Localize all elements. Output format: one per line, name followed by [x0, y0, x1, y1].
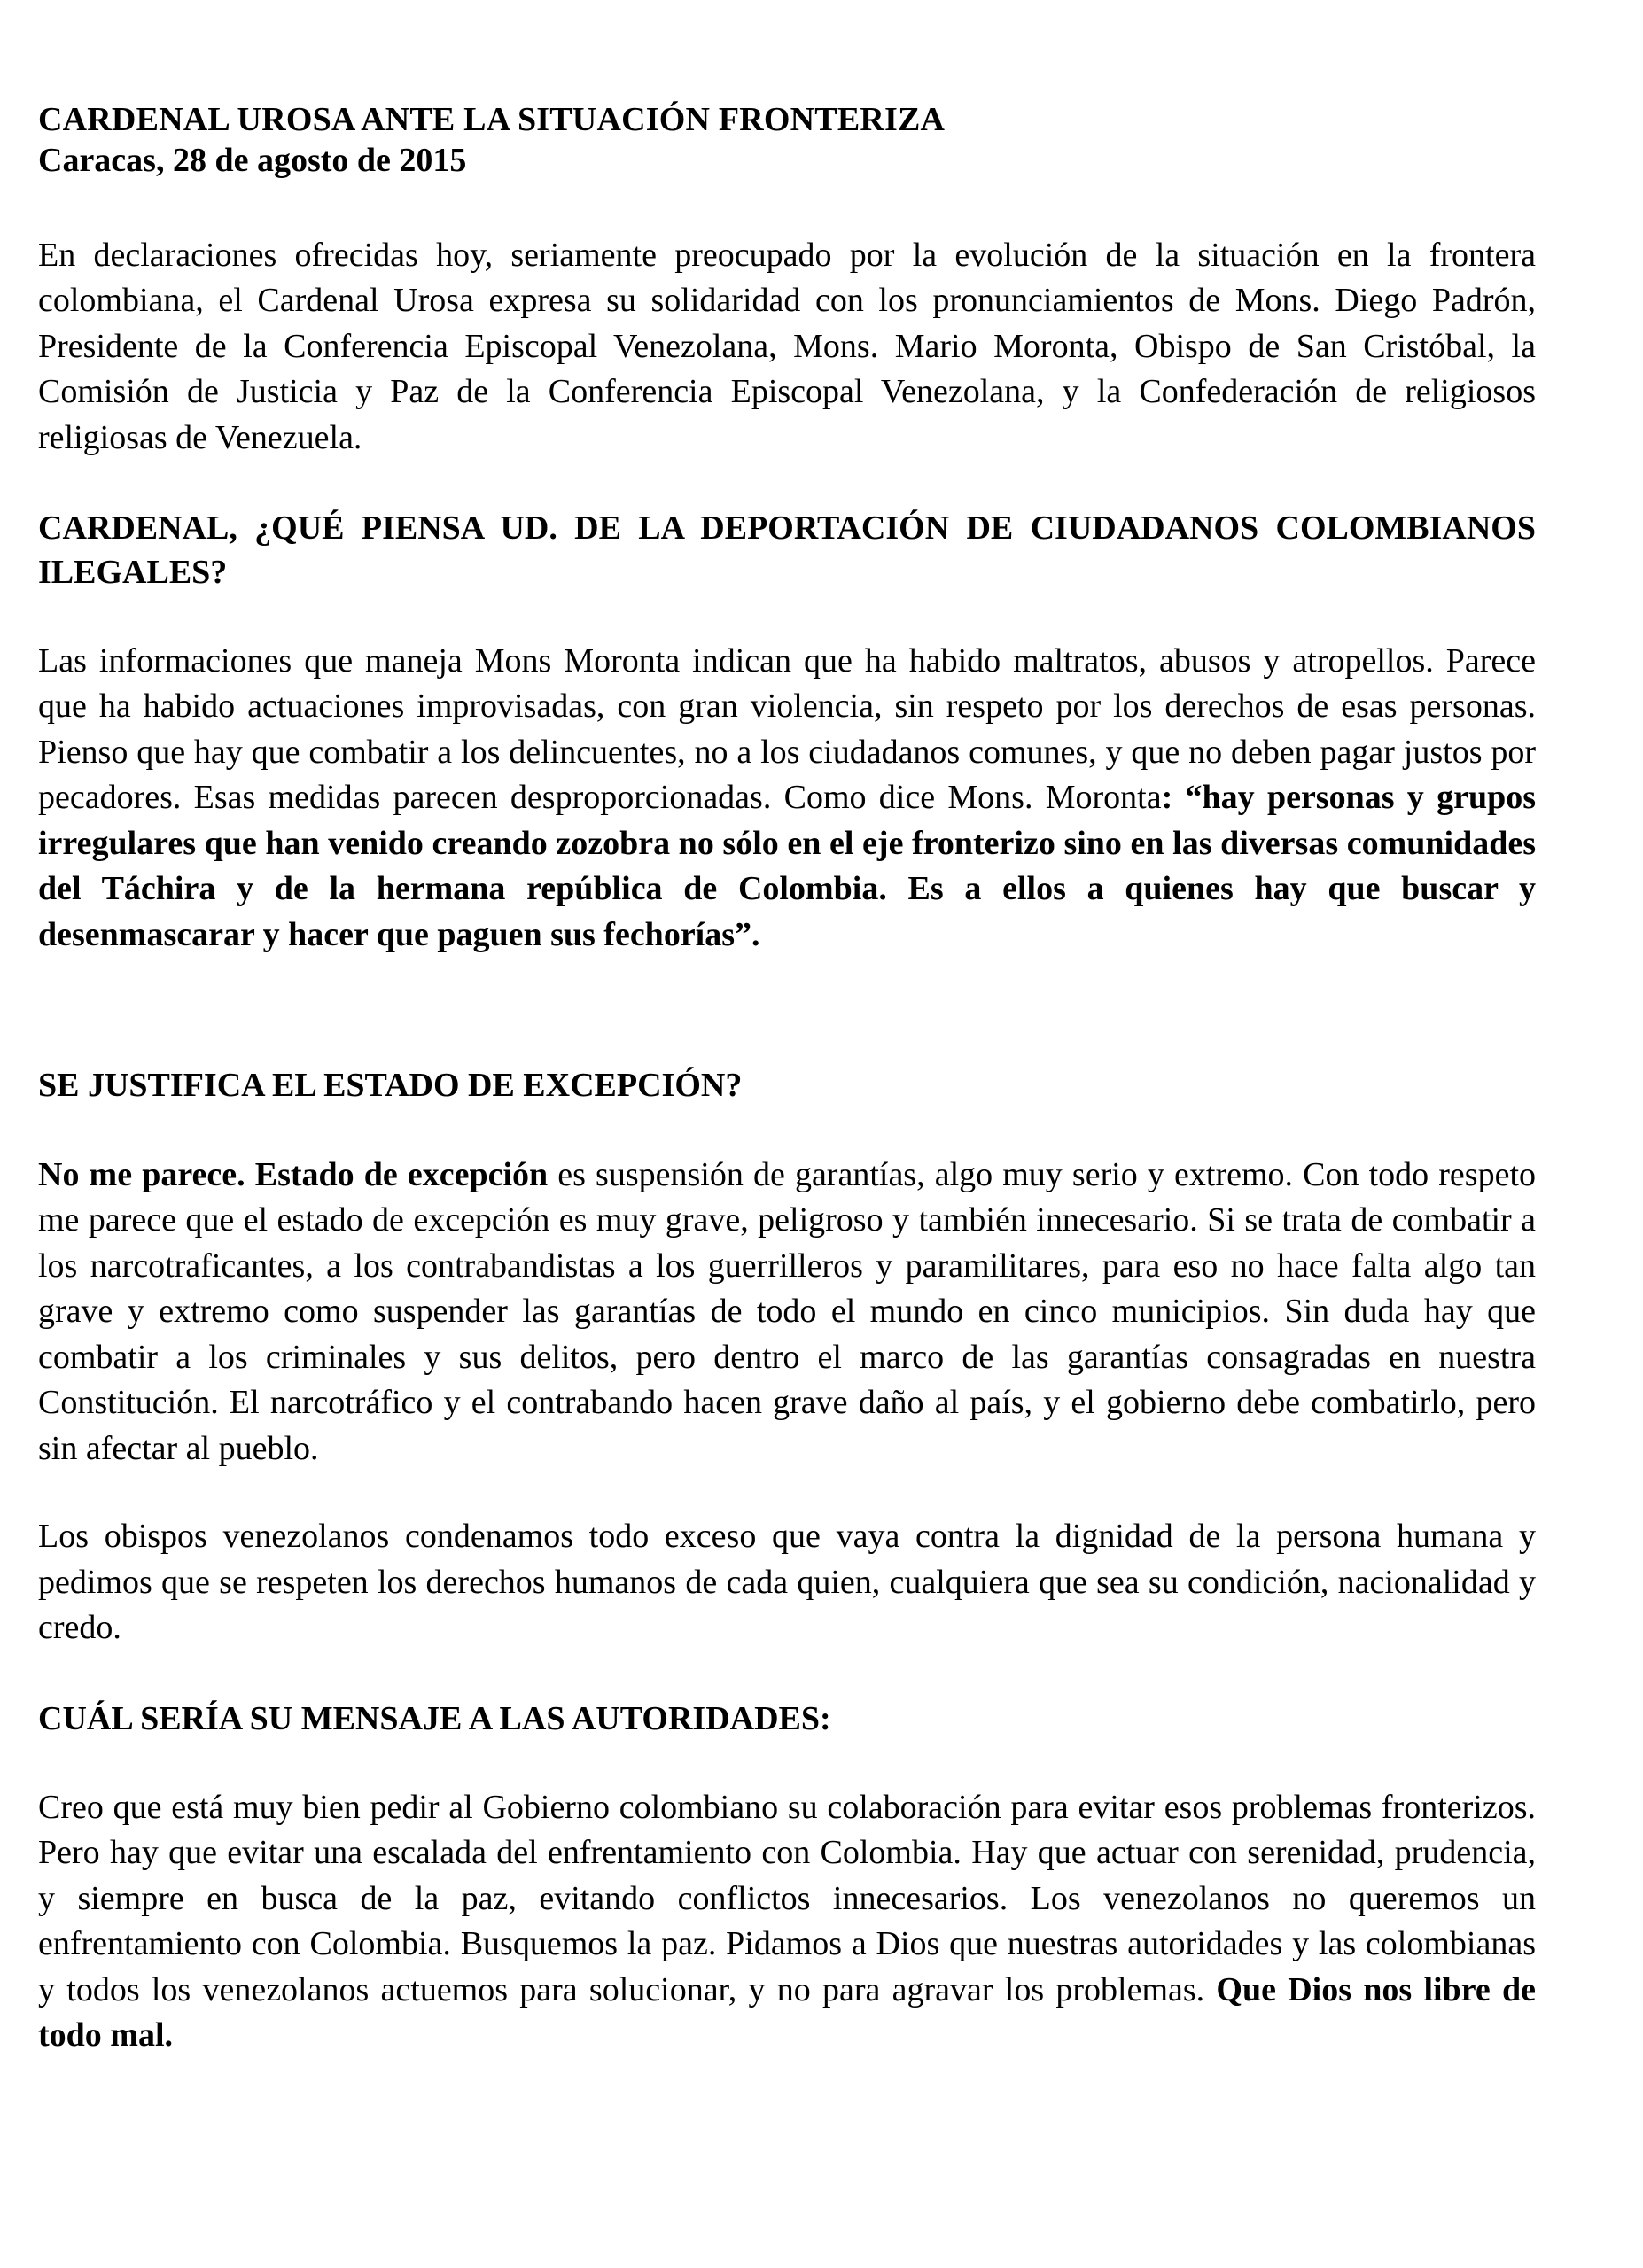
- spacer: [38, 1472, 1536, 1514]
- section-heading-estado-excepcion: SE JUSTIFICA EL ESTADO DE EXCEPCIÓN?: [38, 1067, 743, 1105]
- spacer: [38, 958, 1536, 1064]
- section-3-answer-bold-tail: Que Dios nos libre de todo mal.: [38, 1970, 1537, 2054]
- spacer: [38, 594, 1536, 639]
- dateline: Caracas, 28 de agosto de 2015: [38, 142, 467, 180]
- section-1-answer-lead: Las informaciones que maneja Mons Moronta indican que ha habido maltratos, abusos y atropellos. Parece que ha habido actuaciones improvisadas, con gran violencia, sin respeto por los derechos de esas personas. Pienso que hay que combatir a los delincuentes, no a los ciudadanos comunes, y que no deben pagar justos por pecadores. Esas medidas parecen desproporcionadas. Como dice Mons. Moronta: [38, 641, 1536, 817]
- section-1-answer-quote: “hay personas y grupos irregulares que han venido creando zozobra no sólo en el eje fronterizo sino en las diversas comunidades del Táchira y de la hermana república de Colombia. Es a ellos a quienes hay que buscar y desenmascarar y hacer que paguen sus fechorías”.: [38, 779, 1536, 953]
- section-3-answer: [38, 1785, 1536, 2059]
- spacer: [38, 461, 1536, 507]
- section-2-answer: [38, 1153, 1536, 1472]
- section-2-answer-rest: es suspensión de garantías, algo muy serio y extremo. Con todo respeto me parece que el estado de excepción es muy grave, peligroso y también innecesario. Si se trata de combatir a los narcotraficantes, a los contrabandistas a los guerrilleros y paramilitares, para eso no hace falta algo tan grave y extremo como suspender las garantías de todo el mundo en cinco municipios. Sin duda hay que combatir a los criminales y sus delitos, pero dentro el marco de las garantías consagradas en nuestra Constitución. El narcotráfico y el contrabando hacen grave daño al país, y el gobierno debe combatirlo, pero sin afectar al pueblo.: [38, 1155, 1537, 1467]
- section-1-answer: [38, 639, 1536, 958]
- section-3-answer-lead: Creo que está muy bien pedir al Gobierno colombiano su colaboración para evitar esos problemas fronterizos. Pero hay que evitar una escalada del enfrentamiento con Colombia. Hay que actuar con serenidad, prudencia, y siempre en busca de la paz, evitando conflictos innecesarios. Los venezolanos no queremos un enfrentamiento con Colombia. Busquemos la paz. Pidamos a Dios que nuestras autoridades y las colombianas y todos los venezolanos actuemos para solucionar, y no para agravar los problemas.: [38, 1788, 1536, 2008]
- section-2-second-paragraph: Los obispos venezolanos condenamos todo exceso que vaya contra la dignidad de la persona humana y pedimos que se respeten los derechos humanos de cada quien, cualquiera que sea su condición, nacionalidad y credo.: [38, 1518, 1536, 1647]
- spacer: [38, 1651, 1536, 1697]
- page-title: CARDENAL UROSA ANTE LA SITUACIÓN FRONTERIZA: [38, 101, 946, 138]
- section-heading-deportacion: CARDENAL, ¿QUÉ PIENSA UD. DE LA DEPORTACIÓN DE CIUDADANOS COLOMBIANOS ILEGALES?: [38, 509, 1536, 591]
- spacer: [38, 1108, 1536, 1153]
- spacer: [38, 1741, 1536, 1785]
- spacer: [38, 182, 1536, 233]
- intro-paragraph: En declaraciones ofrecidas hoy, seriamente preocupado por la evolución de la situación en la frontera colombiana, el Cardenal Urosa expresa su solidaridad con los pronunciamientos de Mons. Diego Padrón, Presidente de la Conferencia Episcopal Venezolana, Mons. Mario Moronta, Obispo de San Cristóbal, la Comisión de Justicia y Paz de la Conferencia Episcopal Venezolana, y la Confederación de religiosos religiosas de Venezuela.: [38, 236, 1536, 456]
- section-heading-mensaje-autoridades: CUÁL SERÍA SU MENSAJE A LAS AUTORIDADES:: [38, 1699, 831, 1737]
- section-1-answer-colon: :: [1161, 779, 1186, 817]
- section-2-answer-bold-lead: No me parece. Estado de excepción: [38, 1155, 549, 1193]
